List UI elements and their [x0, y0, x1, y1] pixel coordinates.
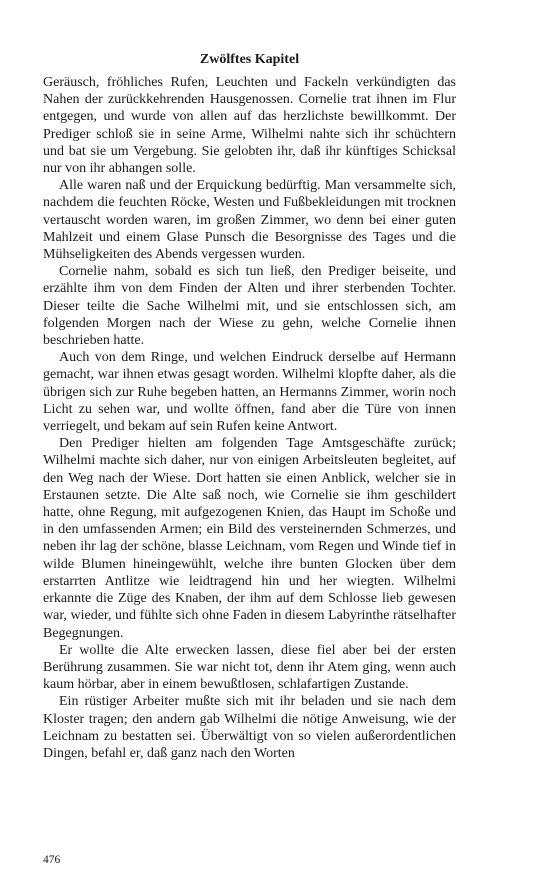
paragraph: Alle waren naß und der Erquickung bedürftig. Man versammelte sich, nachdem die feuchten Röcke, Westen und Fußbekleidungen mit trocknen vertauscht worden waren, im großen Zimmer, wo denn bei einer guten Mahlzeit und einem Glase Punsch die Besorgnisse des Tages und die Mühseligkeiten des Abends vergessen wurden. [43, 178, 456, 263]
paragraph: Er wollte die Alte erwecken lassen, diese fiel aber bei der ersten Berührung zusammen. Sie war nicht tot, denn ihr Atem ging, wenn auch kaum hörbar, aber in einem bewußtlosen, schlafartigen Zustande. [43, 642, 456, 693]
paragraph: Auch von dem Ringe, und welchen Eindruck derselbe auf Hermann gemacht, war ihnen etwas gesagt worden. Wilhelmi klopfte daher, als die übrigen sich zur Ruhe begeben hatten, an Hermanns Zimmer, worin noch Licht zu sehen war, und wollte öffnen, fand aber die Türe von innen verriegelt, und bekam auf sein Rufen keine Antwort. [43, 350, 456, 435]
body-text [43, 74, 456, 762]
book-page [43, 50, 456, 762]
chapter-heading: Zwölftes Kapitel [199, 52, 300, 67]
page-number: 476 [43, 854, 61, 866]
paragraph: Geräusch, fröhliches Rufen, Leuchten und Fackeln verkündigten das Nahen der zurückkehrenden Hausgenossen. Cornelie trat ihnen im Flur entgegen, und wurde von allen auf das herzlichste bewillkommt. Der Prediger schloß sie in seine Arme, Wilhelmi nahte sich ihr schüchtern und bat sie um Vergebung. Sie gelobten ihr, daß ihr künftiges Schicksal nur von ihr abhangen solle. [43, 75, 456, 177]
paragraph: Cornelie nahm, sobald es sich tun ließ, den Prediger beiseite, und erzählte ihm von dem Finden der Alten und ihrer sterbenden Tochter. Dieser teilte die Sache Wilhelmi mit, und sie entschlossen sich, am folgenden Morgen nach der Wiese zu gehn, welche Cornelie ihnen beschrieben hatte. [43, 264, 456, 349]
paragraph: Den Prediger hielten am folgenden Tage Amtsgeschäfte zurück; Wilhelmi machte sich daher, nur von einigen Arbeitsleuten begleitet, auf den Weg nach der Wiese. Dort hatten sie einen Anblick, welcher sie in Erstaunen setzte. Die Alte saß noch, wie Cornelie sie ihm geschildert hatte, ohne Regung, mit aufgezogenen Knien, das Haupt im Schoße und in den umfassenden Armen; ein Bild des versteinernden Schmerzes, und neben ihr lag der schöne, blasse Leichnam, vom Regen und Winde tief in wilde Blumen hineingewühlt, welche ihre bunten Glocken über dem erstarrten Antlitze wie leidtragend hin und her wiegten. Wilhelmi erkannte die Züge des Knaben, der ihm auf dem Schlosse lieb gewesen war, wieder, und fühlte sich ohne Faden in diesem Labyrinthe rätselhafter Begegnungen. [43, 436, 456, 641]
paragraph: Ein rüstiger Arbeiter mußte sich mit ihr beladen und sie nach dem Kloster tragen; den andern gab Wilhelmi die nötige Anweisung, wie der Leichnam zu bestatten sei. Überwältigt von so vielen außerordentlichen Dingen, befahl er, daß ganz nach den Worten [43, 694, 456, 761]
